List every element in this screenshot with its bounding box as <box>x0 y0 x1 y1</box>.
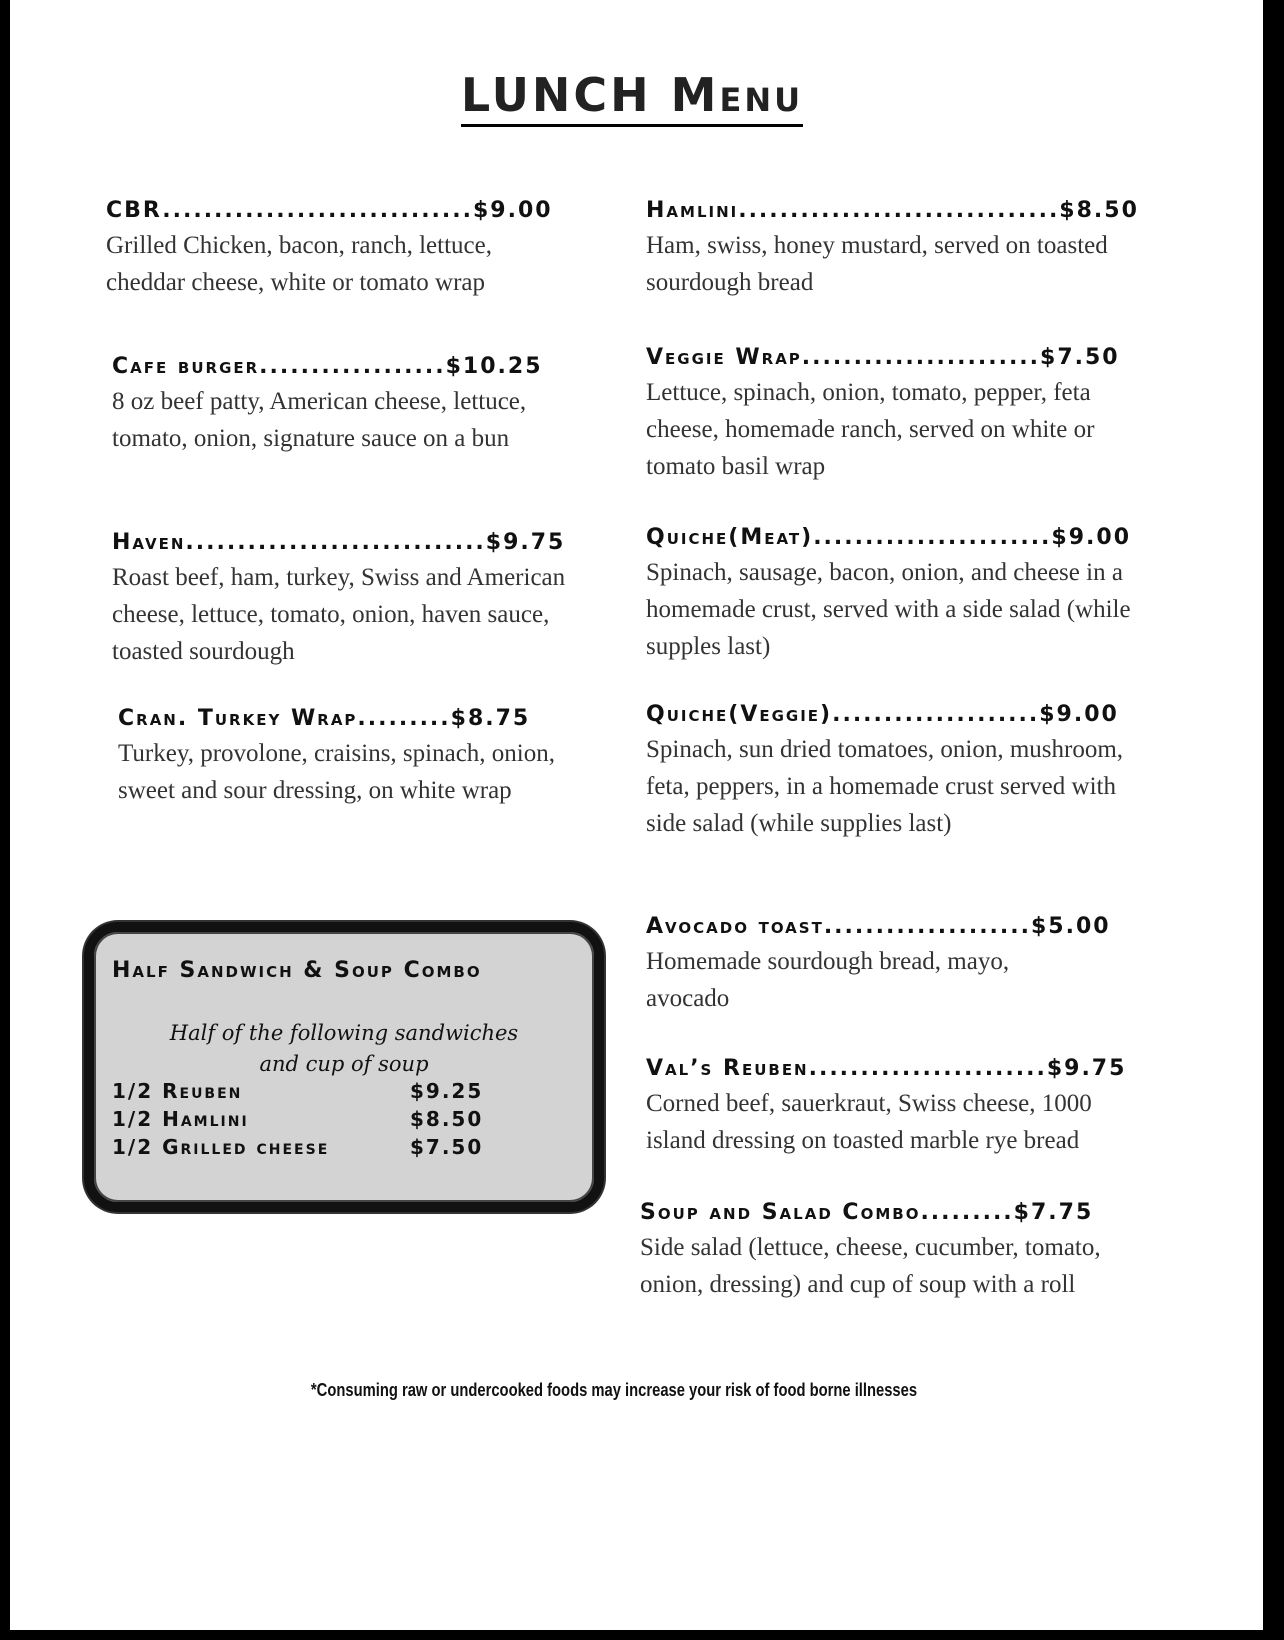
menu-item-cbr <box>106 198 553 301</box>
item-description: Homemade sourdough bread, mayo, avocado <box>646 948 1010 1012</box>
item-name-price: Haven.............................$9.75 <box>112 530 566 555</box>
combo-title: Half Sandwich & Soup Combo <box>112 958 482 983</box>
combo-row-hamlini <box>112 1107 512 1131</box>
item-name-price: Val’s Reuben.......................$9.75 <box>646 1056 1127 1081</box>
item-name-price: Cafe burger..................$10.25 <box>112 354 543 379</box>
item-name-price: Veggie Wrap.......................$7.50 <box>646 345 1120 370</box>
combo-subtitle-line-2: and cup of soup <box>259 1052 429 1076</box>
combo-subtitle <box>94 1018 594 1080</box>
menu-item-cafe-burger <box>112 354 572 457</box>
menu-item-avocado-toast <box>646 914 1111 1017</box>
combo-item-name: 1/2 Grilled cheese <box>112 1135 330 1159</box>
combo-row-grilled-cheese <box>112 1135 512 1159</box>
combo-item-price: $8.50 <box>410 1107 484 1131</box>
item-description: Spinach, sun dried tomatoes, onion, mushroom, feta, peppers, in a homemade crust served with side salad (while supplies last) <box>646 736 1124 837</box>
page-title: LUNCH Menu <box>0 68 1274 122</box>
item-name-price: Quiche(Meat).......................$9.00 <box>646 525 1132 550</box>
item-name-price: Avocado toast....................$5.00 <box>646 914 1111 939</box>
item-description: Lettuce, spinach, onion, tomato, pepper, feta cheese, homemade ranch, served on white or tomato basil wrap <box>646 379 1095 480</box>
combo-item-name: 1/2 Hamlini <box>112 1107 249 1131</box>
menu-item-veggie-wrap <box>646 345 1120 485</box>
item-description: Grilled Chicken, bacon, ranch, lettuce, cheddar cheese, white or tomato wrap <box>106 232 492 296</box>
menu-item-haven <box>112 530 572 670</box>
menu-item-quiche-veggie <box>646 702 1146 842</box>
menu-item-soup-salad-combo <box>640 1200 1160 1303</box>
item-name-price: Soup and Salad Combo.........$7.75 <box>640 1200 1094 1225</box>
item-description: 8 oz beef patty, American cheese, lettuce, tomato, onion, signature sauce on a bun <box>112 388 527 452</box>
item-description: Corned beef, sauerkraut, Swiss cheese, 1000 island dressing on toasted marble rye bread <box>646 1090 1092 1154</box>
item-name-price: Quiche(Veggie)....................$9.00 <box>646 702 1119 727</box>
combo-item-price: $7.50 <box>410 1135 484 1159</box>
combo-row-reuben <box>112 1079 512 1103</box>
item-description: Ham, swiss, honey mustard, served on toasted sourdough bread <box>646 232 1108 296</box>
item-name-price: Hamlini...............................$8.50 <box>646 198 1139 223</box>
menu-item-cran-turkey-wrap <box>118 706 578 809</box>
item-description: Turkey, provolone, craisins, spinach, onion, sweet and sour dressing, on white wrap <box>118 740 555 804</box>
menu-item-hamlini <box>646 198 1139 301</box>
combo-item-name: 1/2 Reuben <box>112 1079 243 1103</box>
menu-item-vals-reuben <box>646 1056 1156 1159</box>
item-name-price: CBR..............................$9.00 <box>106 198 553 223</box>
item-description: Side salad (lettuce, cheese, cucumber, tomato, onion, dressing) and cup of soup with a roll <box>640 1234 1101 1298</box>
food-safety-disclaimer: *Consuming raw or undercooked foods may increase your risk of food borne illnesses <box>310 1380 918 1400</box>
item-description: Spinach, sausage, bacon, onion, and cheese in a homemade crust, served with a side salad (while supples last) <box>646 559 1131 660</box>
item-description: Roast beef, ham, turkey, Swiss and American cheese, lettuce, tomato, onion, haven sauce, toasted sourdough <box>112 564 566 665</box>
combo-item-price: $9.25 <box>410 1079 484 1103</box>
item-name-price: Cran. Turkey Wrap.........$8.75 <box>118 706 531 731</box>
menu-item-quiche-meat <box>646 525 1166 665</box>
combo-subtitle-line-1: Half of the following sandwiches <box>169 1021 519 1045</box>
half-sandwich-combo-box <box>84 922 604 1212</box>
